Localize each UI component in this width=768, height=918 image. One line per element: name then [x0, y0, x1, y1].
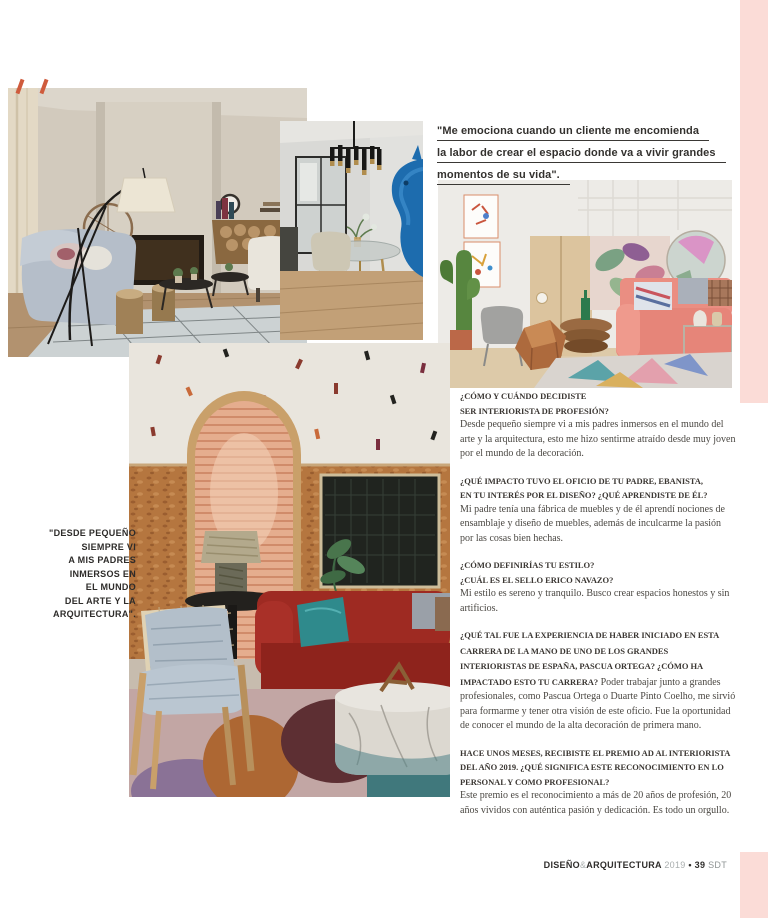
footer-brand: ARQUITECTURA: [586, 860, 662, 870]
photo-dining-area: [280, 121, 423, 340]
page-footer: [544, 860, 727, 870]
interview-column: [460, 389, 736, 830]
footer-brand: DISEÑO: [543, 860, 580, 870]
arched-window-room-illustration: [129, 343, 450, 797]
qa-item: [460, 558, 736, 616]
side-pull-quote: [8, 527, 136, 622]
answer-text: Este premio es el reconocimiento a más de 20 años de profesión, 20 años vividos con auténtica pasión y dedicación. Es todo un orgullo.: [460, 790, 732, 816]
footer-separator: •: [688, 860, 692, 870]
answer-text: Mi padre tenía una fábrica de muebles y de él aprendí nociones de ensamblaje y diseño de muebles, además de inculcarme la pasión por las cosas bien hechas.: [460, 503, 725, 544]
qa-item: [460, 474, 736, 547]
answer-text: Poder trabajar junto a grandes profesionales, como Pascua Ortega o Duarte Pinto Coelho, me sirvió para formarme y tener otra visión de este oficio. Fue la oportunidad de conocer el mundo de la alta decoración de primera mano.: [460, 676, 736, 731]
question-text: ¿QUÉ IMPACTO TUVO EL OFICIO DE TU PADRE, EBANISTA,: [460, 475, 703, 486]
pull-quote-line: la labor de crear el espacio donde va a vivir grandes: [437, 147, 726, 163]
photo-living-room: [8, 88, 307, 357]
side-quote-line: SIEMPRE VI: [81, 541, 136, 552]
living-room-illustration: [8, 88, 307, 357]
side-quote-line: ARQUITECTURA".: [53, 609, 136, 619]
pink-accent-bar-bottom: [740, 852, 768, 918]
question-text: EN TU INTERÉS POR EL DISEÑO? ¿QUÉ APRENDISTE DE ÉL?: [460, 490, 708, 500]
photo-arched-window-room: [129, 343, 450, 797]
question-text: ¿QUÉ TAL FUE LA EXPERIENCIA DE HABER INICIADO EN ESTA CARRERA DE LA MANO DE UNO DE LOS GRANDES INTERIORISTAS DE ESPAÑA, PASCUA ORTEGA? ¿CÓMO HA IMPACTADO ESTO TU CARRERA?: [460, 630, 719, 687]
side-quote-line: INMERSOS EN: [69, 568, 136, 579]
footer-year: 2019: [664, 860, 686, 870]
qa-item: [460, 628, 736, 734]
qa-item: [460, 746, 736, 819]
side-quote-line: "DESDE PEQUEÑO: [49, 528, 136, 538]
pull-quote-line: "Me emociona cuando un cliente me encomienda: [437, 125, 709, 141]
pull-quote-line: momentos de su vida".: [437, 169, 570, 185]
dining-area-illustration: [280, 121, 423, 340]
question-text: SER INTERIORISTA DE PROFESIÓN?: [460, 405, 609, 416]
question-text: HACE UNOS MESES, RECIBISTE EL PREMIO AD AL INTERIORISTA DEL AÑO 2019. ¿QUÉ SIGNIFICA ESTE RECONOCIMIENTO EN LO PERSONAL Y COMO PROFESIONAL?: [460, 747, 730, 787]
photo-colorful-living-room: [438, 180, 732, 388]
answer-text: Mi estilo es sereno y tranquilo. Busco crear espacios honestos y sin artificios.: [460, 588, 730, 614]
footer-suffix: SDT: [708, 860, 727, 870]
question-text: ¿CÓMO DEFINIRÍAS TU ESTILO?: [460, 560, 595, 570]
qa-item: [460, 389, 736, 462]
pull-quote: [437, 121, 742, 187]
pink-accent-bar-top: [740, 0, 768, 403]
footer-ampersand: &: [579, 860, 587, 870]
side-quote-line: A MIS PADRES: [68, 555, 136, 565]
footer-page-number: 39: [694, 860, 706, 870]
side-quote-line: EL MUNDO: [85, 582, 136, 592]
question-text: ¿CÓMO Y CUÁNDO DECIDISTE: [460, 391, 587, 401]
colorful-living-room-illustration: [438, 180, 732, 388]
question-text: ¿CUÁL ES EL SELLO ERICO NAVAZO?: [460, 574, 614, 585]
answer-text: Desde pequeño siempre vi a mis padres inmersos en el mundo del arte y la arquitectura, esto me hizo sentirme atraído desde muy joven por el mundo de la decoración.: [460, 419, 736, 459]
side-quote-line: DEL ARTE Y LA: [64, 595, 136, 606]
